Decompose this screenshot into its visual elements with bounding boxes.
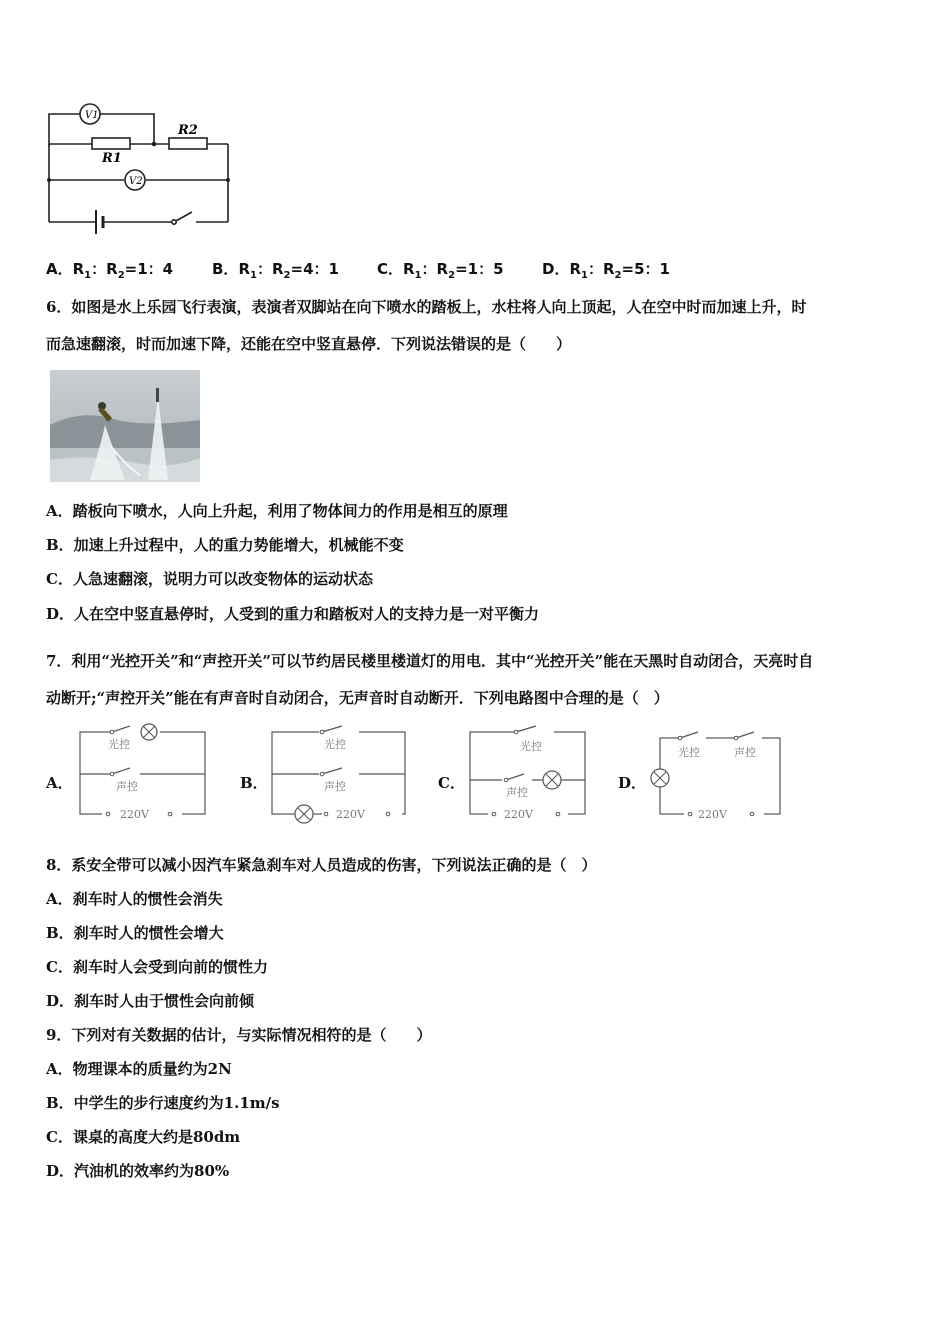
light-switch-label: 光控 [108,738,130,751]
light-switch-label: 光控 [520,740,542,753]
q5-circuit-diagram [44,98,234,238]
v1-label: V1 [85,110,99,121]
q7-circuit-a-label[interactable]: A． [46,774,73,792]
q5-option-a[interactable]: A．$R_1$：$R_2=1$：4 [46,260,174,281]
q9-option-b[interactable]: B．中学生的步行速度约为1.1m/s [46,1094,280,1112]
q5-option-c[interactable]: C．$R_1$：$R_2=1$：5 [377,260,504,281]
q8-option-a[interactable]: A．刹车时人的惯性会消失 [46,890,223,908]
q7-circuit-a[interactable] [72,722,212,822]
q9-option-c[interactable]: C．课桌的高度大约是80dm [46,1128,241,1146]
q6-stem-line1: 6．如图是水上乐园飞行表演，表演者双脚站在向下喷水的踏板上，水柱将人向上顶起，人在空中时而加速上升，时 [46,298,807,316]
v2-label: V2 [129,176,143,187]
q6-option-c[interactable]: C．人急速翻滚，说明力可以改变物体的运动状态 [46,570,373,588]
q7-circuit-c[interactable] [462,722,592,824]
q7-stem-line2: 动断开;“声控开关”能在有声音时自动闭合，无声音时自动断开．下列电路图中合理的是（ ） [46,689,669,707]
r1-label: R1 [102,151,122,166]
q9-option-a[interactable]: A．物理课本的质量约为2N [46,1060,232,1078]
q8-option-c[interactable]: C．刹车时人会受到向前的惯性力 [46,958,268,976]
r2-label: R2 [178,123,198,138]
q5-option-b[interactable]: B．$R_1$：$R_2=4$：1 [212,260,339,281]
q6-stem-line2: 而急速翻滚，时而加速下降，还能在空中竖直悬停．下列说法错误的是（ ） [46,335,572,353]
light-switch-label: 光控 [678,746,700,759]
q7-stem-line1: 7．利用“光控开关”和“声控开关”可以节约居民楼里楼道灯的用电．其中“光控开关”能在天黑时自动闭合，天亮时自 [46,652,814,670]
sound-switch-label: 声控 [734,746,756,759]
sound-switch-label: 声控 [506,786,528,799]
q6-option-a[interactable]: A．踏板向下喷水，人向上升起，利用了物体间力的作用是相互的原理 [46,502,508,520]
voltage-label: 220V [120,808,149,821]
q7-circuit-b-label[interactable]: B． [240,774,268,792]
q9-stem: 9．下列对有关数据的估计，与实际情况相符的是（ ） [46,1026,432,1044]
q6-option-b[interactable]: B．加速上升过程中，人的重力势能增大，机械能不变 [46,536,404,554]
q6-flyboard-photo [50,370,200,482]
q8-option-b[interactable]: B．刹车时人的惯性会增大 [46,924,224,942]
q8-stem: 8．系安全带可以减小因汽车紧急刹车对人员造成的伤害，下列说法正确的是（ ） [46,856,597,874]
q5-option-d[interactable]: D．$R_1$：$R_2=5$：1 [542,260,670,281]
voltage-label: 220V [504,808,533,821]
light-switch-label: 光控 [324,738,346,751]
q7-circuit-c-label[interactable]: C． [438,774,465,792]
q7-circuit-d-label[interactable]: D． [618,774,647,792]
q9-option-d[interactable]: D．汽油机的效率约为80% [46,1162,230,1180]
voltage-label: 220V [336,808,365,821]
sound-switch-label: 声控 [324,780,346,793]
q7-circuit-d[interactable] [644,726,790,824]
q8-option-d[interactable]: D．刹车时人由于惯性会向前倾 [46,992,255,1010]
sound-switch-label: 声控 [116,780,138,793]
q7-circuit-b[interactable] [264,722,412,824]
voltage-label: 220V [698,808,727,821]
q6-option-d[interactable]: D．人在空中竖直悬停时，人受到的重力和踏板对人的支持力是一对平衡力 [46,605,540,623]
